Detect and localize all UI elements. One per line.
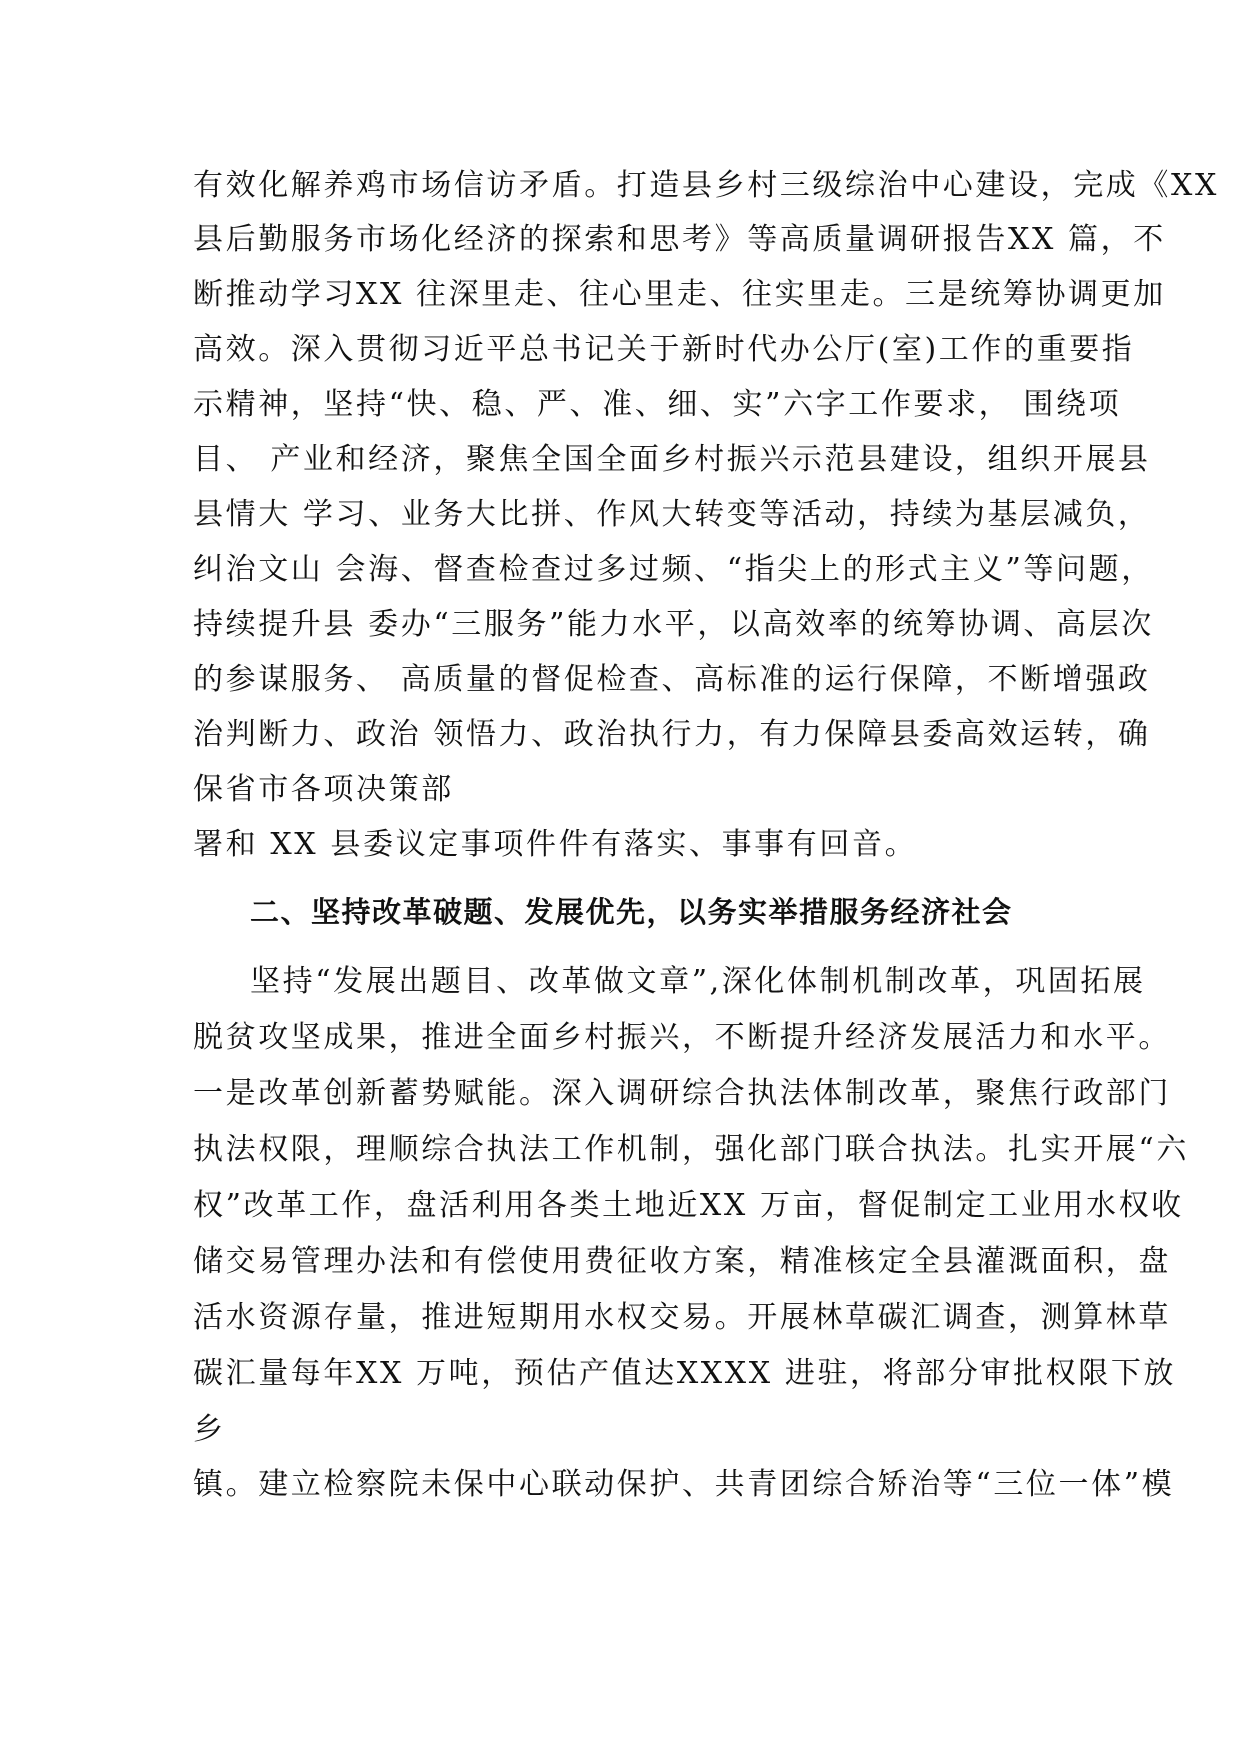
body-line: 持续提升县 委办“三服务”能力水平，以高效率的统筹协调、高层次 [193, 607, 1154, 642]
body-line: 纠治文山 会海、督查检查过多过频、“指尖上的形式主义”等问题， [193, 552, 1154, 587]
body-line: 执法权限，理顺综合执法工作机制，强化部门联合执法。扎实开展“六 [193, 1132, 1189, 1167]
body-line: 乡 [193, 1412, 226, 1447]
body-line: 高效。深入贯彻习近平总书记关于新时代办公厅(室)工作的重要指 [193, 332, 1135, 367]
body-line: 署和 XX 县委议定事项件件有落实、事事有回音。 [193, 827, 918, 862]
body-line: 断推动学习XX 往深里走、往心里走、往实里走。三是统筹协调更加 [193, 277, 1166, 312]
body-line: 县情大 学习、业务大比拼、作风大转变等活动，持续为基层减负， [193, 497, 1151, 532]
body-line: 的参谋服务、 高质量的督促检查、高标准的运行保障，不断增强政 [193, 662, 1151, 697]
body-line: 保省市各项决策部 [193, 772, 454, 807]
body-line: 活水资源存量，推进短期用水权交易。开展林草碳汇调查，测算林草 [193, 1300, 1171, 1335]
body-line: 储交易管理办法和有偿使用费征收方案，精准核定全县灌溉面积，盘 [193, 1244, 1171, 1279]
body-line: 坚持“发展出题目、改革做文章”,深化体制机制改革，巩固拓展 [250, 964, 1146, 999]
body-line: 县后勤服务市场化经济的探索和思考》等高质量调研报告XX 篇，不 [193, 222, 1166, 257]
body-line: 治判断力、政治 领悟力、政治执行力，有力保障县委高效运转，确 [193, 717, 1151, 752]
body-line: 镇。建立检察院未保中心联动保护、共青团综合矫治等“三位一体”模 [193, 1467, 1175, 1502]
body-line: 目、 产业和经济，聚焦全国全面乡村振兴示范县建设，组织开展县 [193, 442, 1151, 477]
body-line: 一是改革创新蓄势赋能。深入调研综合执法体制改革，聚焦行政部门 [193, 1076, 1171, 1111]
body-line: 示精神，坚持“快、稳、严、准、细、实”六字工作要求， 围绕项 [193, 387, 1122, 422]
body-line: 脱贫攻坚成果，推进全面乡村振兴，不断提升经济发展活力和水平。 [193, 1020, 1171, 1055]
body-line: 碳汇量每年XX 万吨，预估产值达XXXX 进驻，将部分审批权限下放 [193, 1356, 1177, 1391]
section-heading: 二、坚持改革破题、发展优先，以务实举措服务经济社会 [250, 895, 1013, 929]
body-line: 有效化解养鸡市场信访矛盾。打造县乡村三级综治中心建设，完成《XX [193, 168, 1219, 203]
body-line: 权”改革工作，盘活利用各类土地近XX 万亩，督促制定工业用水权收 [193, 1188, 1184, 1223]
